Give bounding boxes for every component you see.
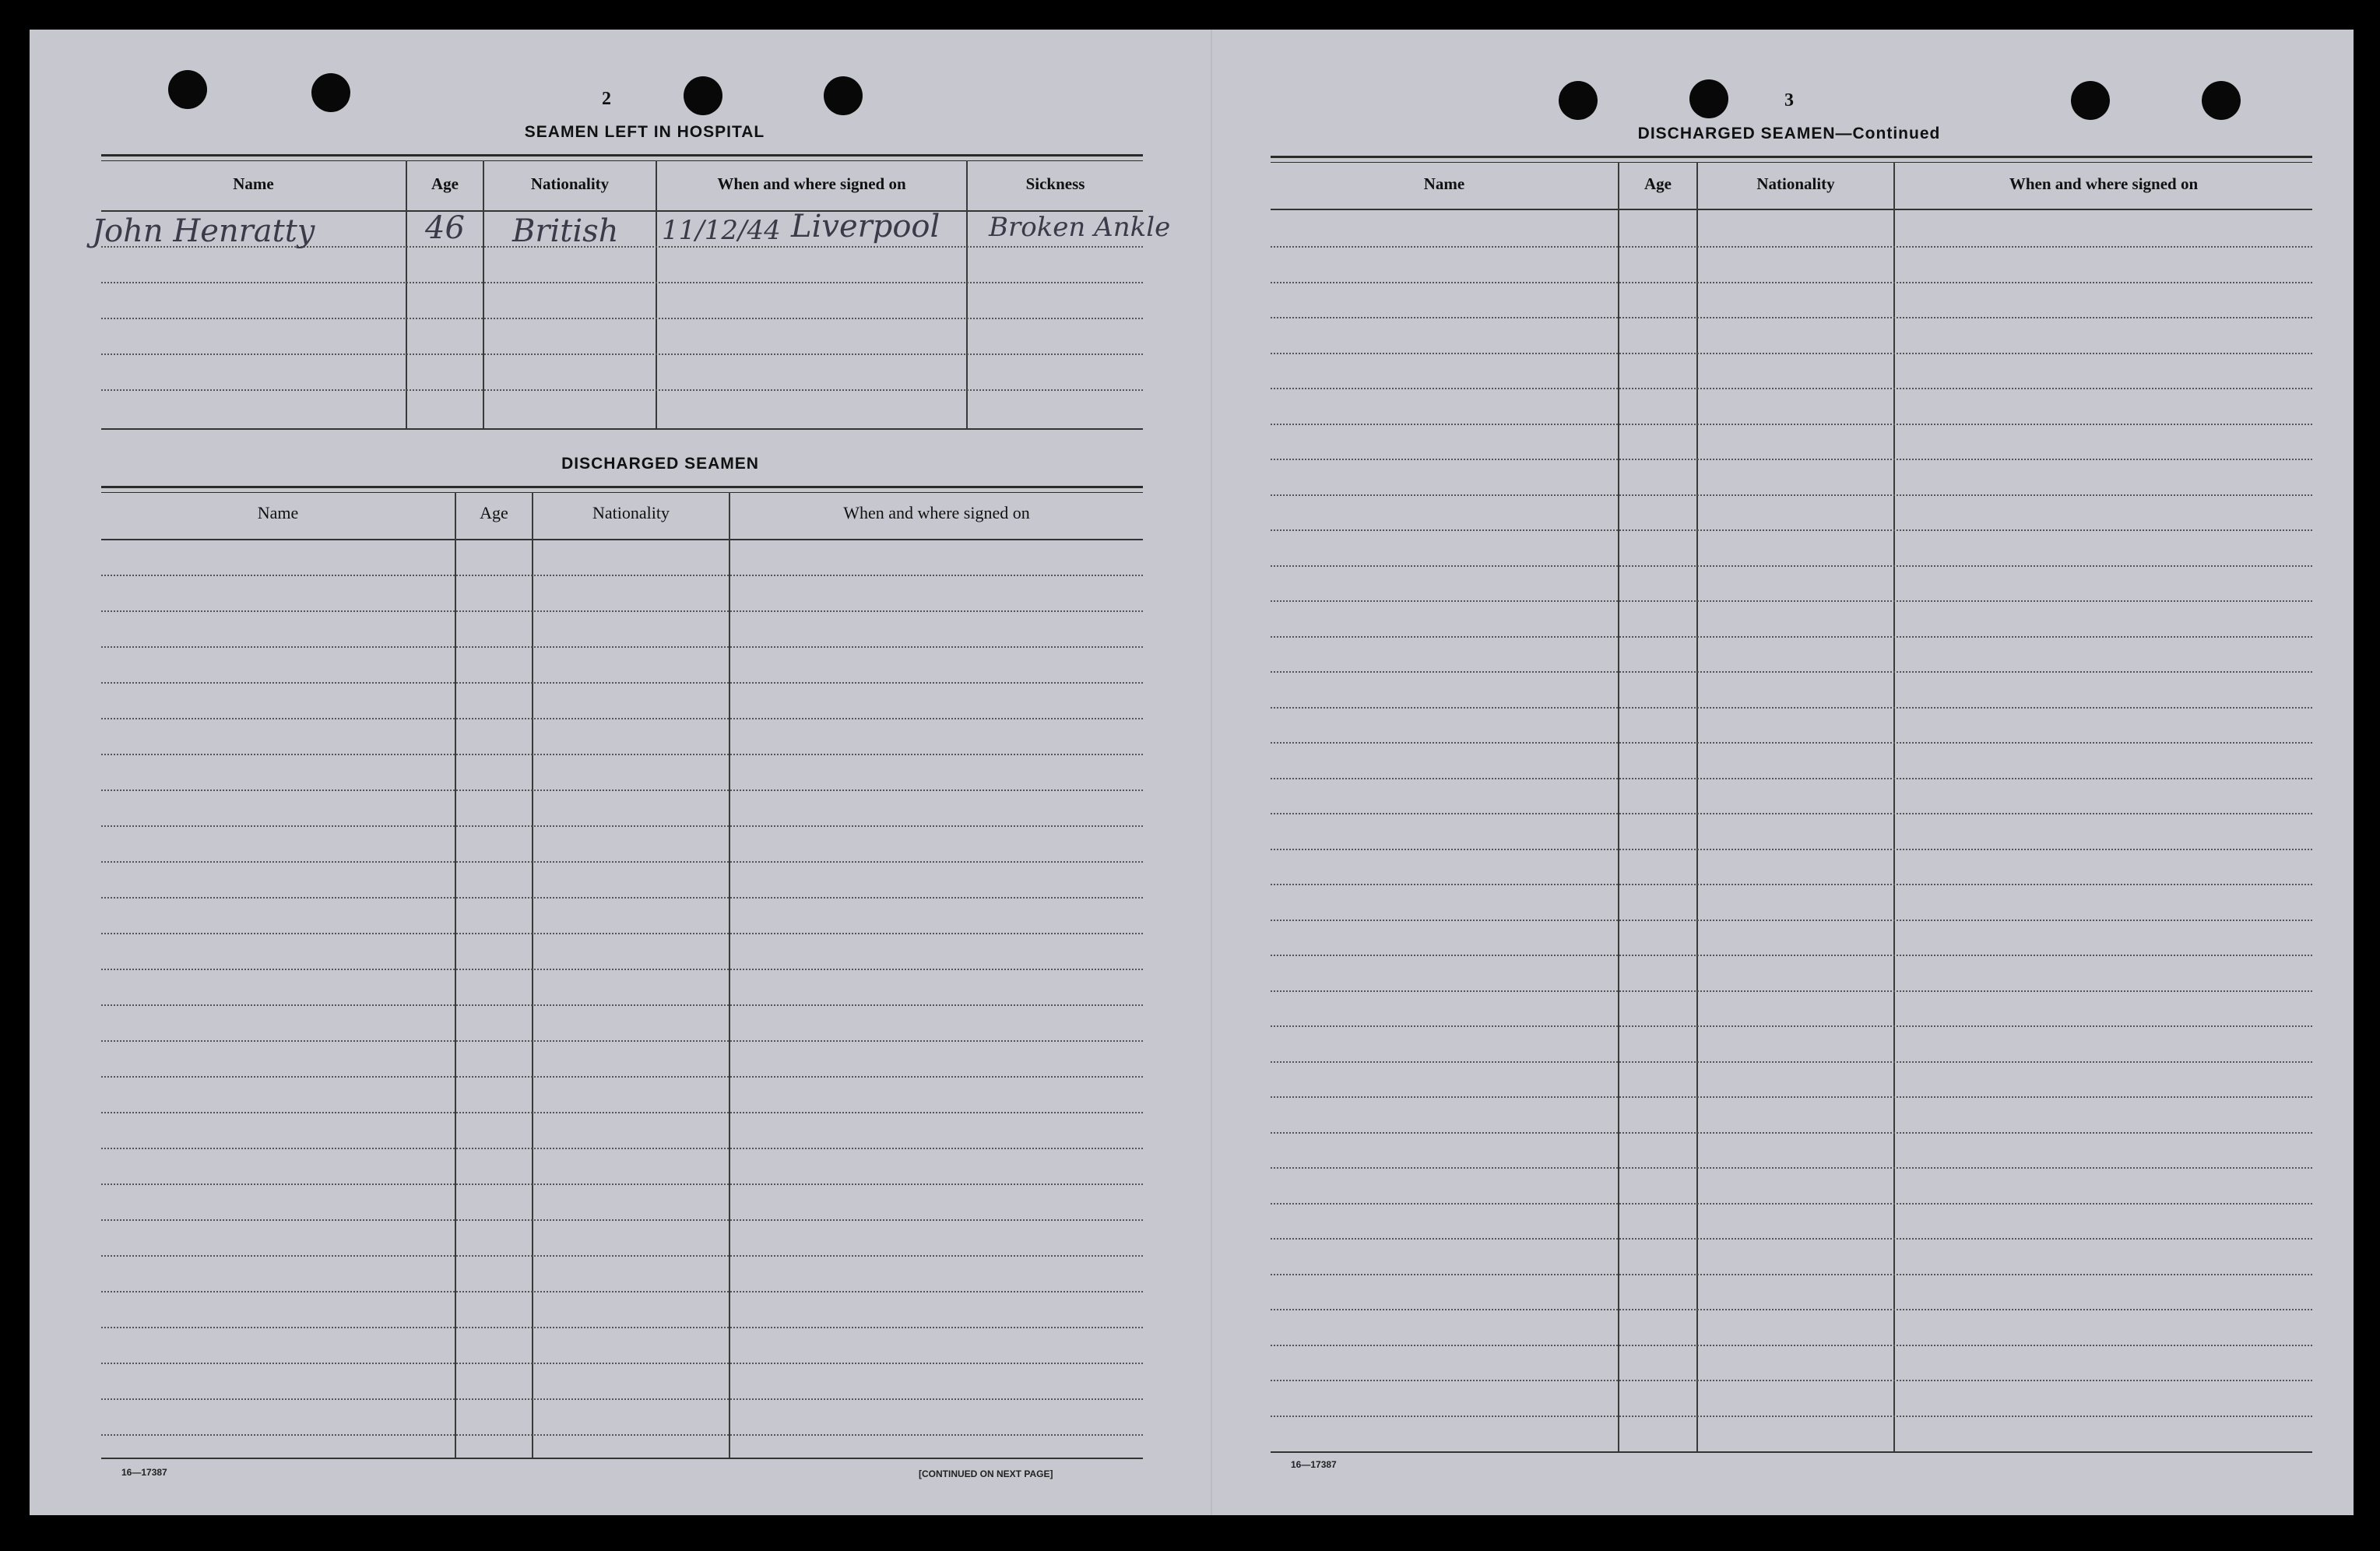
row-line — [101, 610, 1143, 612]
column-divider — [406, 160, 407, 428]
row-line — [101, 933, 1143, 934]
hospital-section-title: SEAMEN LEFT IN HOSPITAL — [524, 123, 765, 141]
header-name: Name — [1423, 174, 1465, 193]
header-signed-on: When and where signed on — [2009, 174, 2199, 193]
punch-hole — [2071, 81, 2110, 120]
row-line — [1271, 246, 2312, 248]
row-line — [101, 1112, 1143, 1113]
column-divider — [1893, 162, 1895, 1451]
row-line — [1271, 1274, 2312, 1275]
row-line — [1271, 742, 2312, 744]
column-divider — [532, 492, 533, 1458]
punch-hole — [824, 76, 863, 115]
hospital-entry-place: Liverpool — [791, 209, 940, 244]
punch-hole — [311, 73, 350, 112]
row-line — [1271, 282, 2312, 283]
row-line — [101, 1327, 1143, 1328]
row-line — [101, 646, 1143, 648]
column-divider — [1618, 162, 1619, 1451]
row-line — [101, 1434, 1143, 1436]
row-line — [1271, 388, 2312, 389]
row-line — [1271, 494, 2312, 496]
right-header-rule — [1271, 209, 2312, 210]
column-divider — [729, 492, 730, 1458]
row-line — [1271, 1309, 2312, 1310]
row-line — [1271, 884, 2312, 885]
header-age: Age — [1644, 174, 1672, 193]
header-nationality: Nationality — [530, 174, 610, 193]
header-age: Age — [431, 174, 459, 193]
hospital-entry-sickness: Broken Ankle — [989, 212, 1171, 243]
header-sickness: Sickness — [1025, 174, 1085, 193]
row-line — [101, 1363, 1143, 1364]
punch-hole — [1559, 81, 1598, 120]
header-nationality: Nationality — [1756, 174, 1835, 193]
right-table-top-rule — [1271, 156, 2312, 158]
row-line — [1271, 1238, 2312, 1240]
row-line — [101, 1219, 1143, 1221]
header-signed-on: When and where signed on — [843, 503, 1030, 522]
row-line — [101, 682, 1143, 684]
row-line — [101, 318, 1143, 319]
row-line — [1271, 778, 2312, 779]
row-line — [1271, 424, 2312, 425]
page-fold — [1211, 30, 1212, 1515]
row-line — [1271, 849, 2312, 850]
row-line — [101, 1291, 1143, 1292]
row-line — [1271, 529, 2312, 531]
column-divider — [483, 160, 484, 428]
punch-hole — [168, 70, 207, 109]
row-line — [1271, 990, 2312, 992]
row-line — [1271, 707, 2312, 709]
hospital-header-rule — [101, 210, 1143, 212]
right-table-bottom-rule — [1271, 1451, 2312, 1453]
row-line — [1271, 955, 2312, 956]
row-line — [1271, 1096, 2312, 1098]
discharged-section-title: DISCHARGED SEAMEN — [561, 455, 759, 473]
row-line — [101, 1040, 1143, 1042]
hospital-entry-nationality: British — [512, 213, 619, 249]
discharged-table-top-rule — [101, 486, 1143, 488]
row-line — [101, 754, 1143, 755]
row-line — [1271, 1416, 2312, 1417]
row-line — [1271, 600, 2312, 602]
row-line — [1271, 1061, 2312, 1063]
header-nationality: Nationality — [592, 503, 670, 522]
column-divider — [1696, 162, 1698, 1451]
row-line — [101, 389, 1143, 391]
discharged-table-bottom-rule — [101, 1458, 1143, 1459]
row-line — [1271, 1025, 2312, 1027]
column-divider — [455, 492, 456, 1458]
row-line — [1271, 353, 2312, 354]
row-line — [101, 861, 1143, 863]
hospital-table-bottom-rule — [101, 428, 1143, 430]
header-signed-on: When and where signed on — [717, 174, 906, 193]
discharged-continued-title: DISCHARGED SEAMEN—Continued — [1637, 125, 1941, 142]
column-divider — [656, 160, 657, 428]
page-number-right: 3 — [1784, 90, 1794, 111]
hospital-entry-age: 46 — [425, 210, 465, 246]
form-code-left: 16—17387 — [121, 1467, 167, 1478]
row-line — [1271, 1380, 2312, 1381]
row-line — [101, 353, 1143, 355]
header-age: Age — [480, 503, 508, 522]
punch-hole — [1689, 79, 1728, 118]
hospital-entry-date: 11/12/44 — [662, 215, 781, 246]
row-line — [1271, 920, 2312, 921]
header-name: Name — [233, 174, 274, 193]
row-line — [101, 1076, 1143, 1078]
row-line — [101, 282, 1143, 283]
row-line — [1271, 671, 2312, 673]
row-line — [1271, 459, 2312, 460]
punch-hole — [684, 76, 722, 115]
row-line — [101, 1148, 1143, 1149]
row-line — [101, 718, 1143, 719]
column-divider — [966, 160, 968, 428]
row-line — [1271, 636, 2312, 638]
row-line — [1271, 565, 2312, 567]
row-line — [101, 825, 1143, 827]
continued-note: [CONTINUED ON NEXT PAGE] — [919, 1468, 1053, 1479]
document-sheet — [30, 30, 2354, 1515]
row-line — [101, 790, 1143, 791]
page-number-left: 2 — [602, 89, 611, 109]
hospital-table-top-rule — [101, 154, 1143, 157]
row-line — [1271, 1203, 2312, 1205]
discharged-header-rule — [101, 539, 1143, 540]
form-code-right: 16—17387 — [1291, 1459, 1337, 1470]
row-line — [101, 969, 1143, 970]
punch-hole — [2202, 81, 2241, 120]
row-line — [1271, 1167, 2312, 1169]
row-line — [1271, 813, 2312, 814]
row-line — [101, 1398, 1143, 1400]
row-line — [101, 1255, 1143, 1257]
row-line — [101, 1183, 1143, 1185]
header-name: Name — [257, 503, 299, 522]
row-line — [101, 1004, 1143, 1006]
row-line — [1271, 1132, 2312, 1134]
row-line — [101, 575, 1143, 576]
hospital-entry-name: John Henratty — [92, 213, 315, 249]
row-line — [1271, 1345, 2312, 1346]
row-line — [101, 897, 1143, 899]
row-line — [1271, 317, 2312, 318]
